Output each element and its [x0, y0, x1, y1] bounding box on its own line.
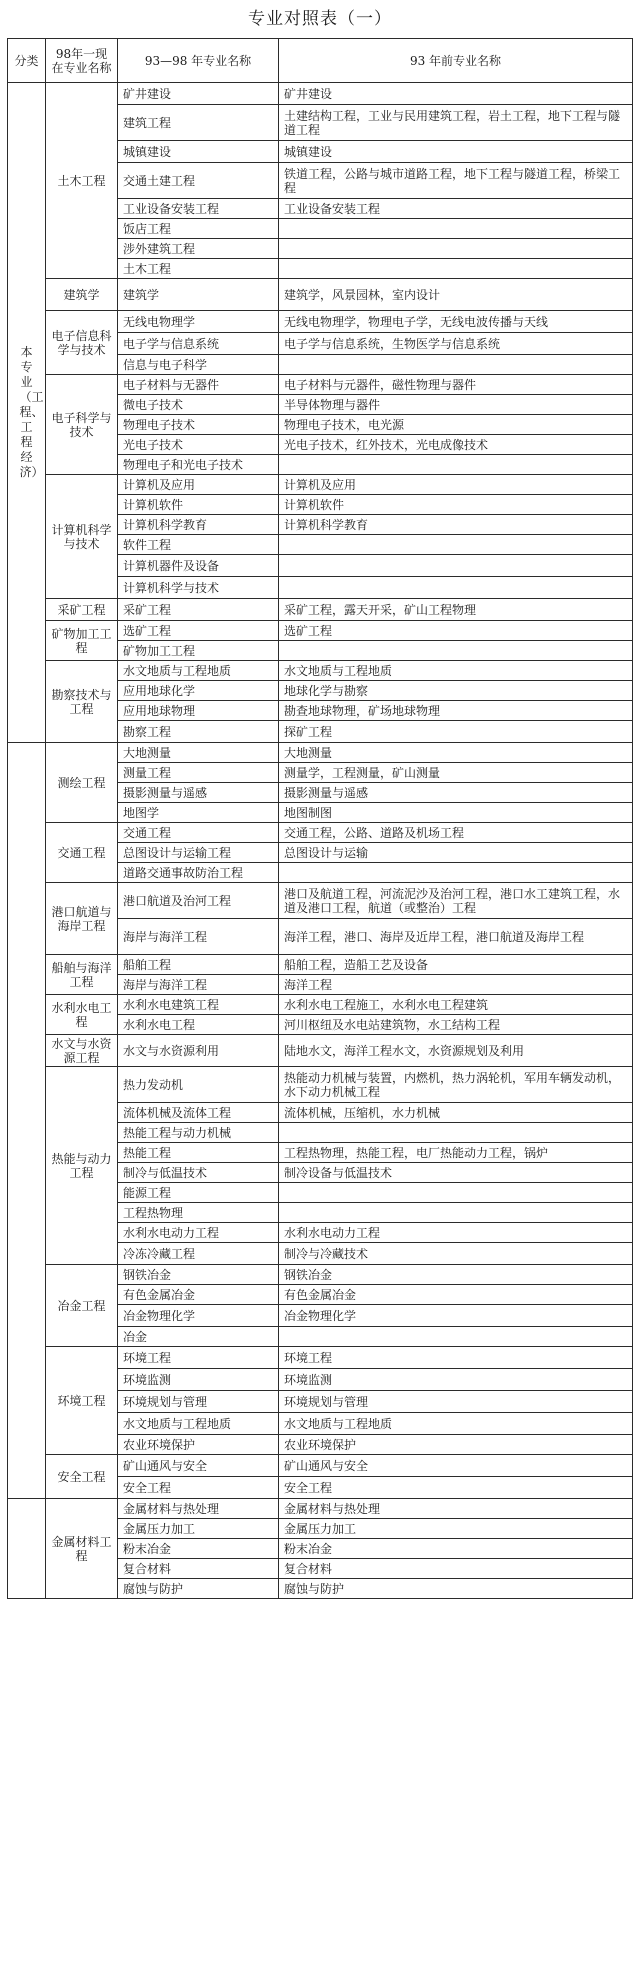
header-category: 分类 [8, 39, 46, 83]
major-name-93-98: 物理电子和光电子技术 [118, 455, 279, 475]
major-name-93-98: 电子学与信息系统 [118, 333, 279, 355]
major-name-pre-93: 复合材料 [279, 1559, 633, 1579]
major-name-93-98: 饭店工程 [118, 219, 279, 239]
major-name-pre-93: 流体机械，压缩机，水力机械 [279, 1103, 633, 1123]
major-name-93-98: 矿物加工工程 [118, 641, 279, 661]
major-name-93-98: 海岸与海洋工程 [118, 975, 279, 995]
major-name-93-98: 应用地球化学 [118, 681, 279, 701]
major-name-pre-93: 腐蚀与防护 [279, 1579, 633, 1599]
major-name-pre-93: 陆地水文，海洋工程水文，水资源规划及利用 [279, 1035, 633, 1067]
major-name-pre-93: 农业环境保护 [279, 1435, 633, 1455]
major-name-pre-93: 半导体物理与器件 [279, 395, 633, 415]
major-name-pre-93: 环境监测 [279, 1369, 633, 1391]
header-current-name: 98年一现在专业名称 [46, 39, 118, 83]
major-name-93-98: 安全工程 [118, 1477, 279, 1499]
table-row [8, 599, 633, 621]
major-name-pre-93: 河川枢纽及水电站建筑物，水工结构工程 [279, 1015, 633, 1035]
major-name-pre-93 [279, 455, 633, 475]
major-name-93-98: 粉末冶金 [118, 1539, 279, 1559]
major-name-pre-93: 矿井建设 [279, 83, 633, 105]
major-name-pre-93: 测量学，工程测量，矿山测量 [279, 763, 633, 783]
major-name-93-98: 流体机械及流体工程 [118, 1103, 279, 1123]
major-name-pre-93: 光电子技术，红外技术，光电成像技术 [279, 435, 633, 455]
header-pre-93-name: 93 年前专业名称 [279, 39, 633, 83]
major-name-pre-93 [279, 555, 633, 577]
table-row [8, 995, 633, 1015]
major-group-name: 测绘工程 [46, 743, 118, 823]
major-name-pre-93: 港口及航道工程，河流泥沙及治河工程，港口水工建筑工程，水道及港口工程，航道（或整治）工程 [279, 883, 633, 919]
document-title: 专业对照表（一） [248, 9, 392, 29]
major-name-pre-93: 计算机科学教育 [279, 515, 633, 535]
major-name-93-98: 信息与电子科学 [118, 355, 279, 375]
major-name-pre-93: 安全工程 [279, 1477, 633, 1499]
major-name-93-98: 水文地质与工程地质 [118, 661, 279, 681]
table-row [8, 1067, 633, 1103]
major-name-93-98: 金属材料与热处理 [118, 1499, 279, 1519]
category-cell [8, 1499, 46, 1599]
major-name-pre-93: 交通工程，公路、道路及机场工程 [279, 823, 633, 843]
major-name-pre-93: 金属材料与热处理 [279, 1499, 633, 1519]
major-group-name: 矿物加工工程 [46, 621, 118, 661]
major-name-93-98: 选矿工程 [118, 621, 279, 641]
major-name-93-98: 物理电子技术 [118, 415, 279, 435]
major-name-93-98: 冶金物理化学 [118, 1305, 279, 1327]
major-group-name: 船舶与海洋工程 [46, 955, 118, 995]
major-name-pre-93: 工业设备安装工程 [279, 199, 633, 219]
major-name-93-98: 电子材料与无器件 [118, 375, 279, 395]
major-name-93-98: 道路交通事故防治工程 [118, 863, 279, 883]
major-name-93-98: 土木工程 [118, 259, 279, 279]
major-group-name: 交通工程 [46, 823, 118, 883]
major-name-pre-93 [279, 219, 633, 239]
major-name-93-98: 海岸与海洋工程 [118, 919, 279, 955]
major-name-pre-93: 制冷设备与低温技术 [279, 1163, 633, 1183]
major-name-pre-93: 环境工程 [279, 1347, 633, 1369]
major-name-pre-93: 铁道工程，公路与城市道路工程，地下工程与隧道工程，桥梁工程 [279, 163, 633, 199]
major-group-name: 环境工程 [46, 1347, 118, 1455]
table-row [8, 375, 633, 395]
major-name-93-98: 环境工程 [118, 1347, 279, 1369]
major-name-93-98: 应用地球物理 [118, 701, 279, 721]
major-group-name: 冶金工程 [46, 1265, 118, 1347]
major-name-pre-93 [279, 1203, 633, 1223]
major-name-93-98: 能源工程 [118, 1183, 279, 1203]
major-group-name: 建筑学 [46, 279, 118, 311]
major-group-name: 港口航道与海岸工程 [46, 883, 118, 955]
major-name-pre-93: 电子材料与元器件，磁性物理与器件 [279, 375, 633, 395]
major-name-pre-93: 地球化学与勘察 [279, 681, 633, 701]
major-group-name: 金属材料工程 [46, 1499, 118, 1599]
header-93-98-name: 93—98 年专业名称 [118, 39, 279, 83]
major-name-pre-93: 摄影测量与遥感 [279, 783, 633, 803]
category-cell [8, 83, 46, 743]
major-name-93-98: 光电子技术 [118, 435, 279, 455]
major-name-pre-93 [279, 535, 633, 555]
major-name-93-98: 软件工程 [118, 535, 279, 555]
major-name-93-98: 微电子技术 [118, 395, 279, 415]
major-group-name: 勘察技术与工程 [46, 661, 118, 743]
major-name-pre-93: 工程热物理，热能工程，电厂热能动力工程，锅炉 [279, 1143, 633, 1163]
table-row [8, 279, 633, 311]
major-name-pre-93: 无线电物理学，物理电子学，无线电波传播与天线 [279, 311, 633, 333]
major-name-93-98: 冷冻冷藏工程 [118, 1243, 279, 1265]
major-group-name: 水文与水资源工程 [46, 1035, 118, 1067]
major-name-pre-93 [279, 641, 633, 661]
major-name-93-98: 腐蚀与防护 [118, 1579, 279, 1599]
major-name-pre-93: 热能动力机械与装置，内燃机，热力涡轮机，军用车辆发动机，水下动力机械工程 [279, 1067, 633, 1103]
table-row [8, 621, 633, 641]
major-name-93-98: 热能工程与动力机械 [118, 1123, 279, 1143]
major-group-name: 安全工程 [46, 1455, 118, 1499]
major-group-name: 土木工程 [46, 83, 118, 279]
major-name-93-98: 工程热物理 [118, 1203, 279, 1223]
major-name-pre-93: 海洋工程 [279, 975, 633, 995]
major-name-pre-93: 建筑学，风景园林，室内设计 [279, 279, 633, 311]
major-name-93-98: 城镇建设 [118, 141, 279, 163]
major-name-pre-93: 探矿工程 [279, 721, 633, 743]
major-name-pre-93: 地图制图 [279, 803, 633, 823]
major-group-name: 电子信息科学与技术 [46, 311, 118, 375]
major-name-93-98: 复合材料 [118, 1559, 279, 1579]
table-row [8, 475, 633, 495]
major-name-93-98: 总图设计与运输工程 [118, 843, 279, 863]
major-name-93-98: 大地测量 [118, 743, 279, 763]
major-name-93-98: 地图学 [118, 803, 279, 823]
major-name-pre-93 [279, 1183, 633, 1203]
major-comparison-table [7, 38, 633, 1599]
major-name-pre-93: 勘查地球物理，矿场地球物理 [279, 701, 633, 721]
major-name-pre-93: 计算机及应用 [279, 475, 633, 495]
category-label: 本专业（工程、工程经济） [19, 345, 44, 479]
major-name-93-98: 制冷与低温技术 [118, 1163, 279, 1183]
major-name-93-98: 热力发动机 [118, 1067, 279, 1103]
major-name-93-98: 建筑学 [118, 279, 279, 311]
major-name-pre-93: 金属压力加工 [279, 1519, 633, 1539]
major-name-93-98: 测量工程 [118, 763, 279, 783]
table-row [8, 1499, 633, 1519]
major-name-93-98: 水文与水资源利用 [118, 1035, 279, 1067]
major-name-pre-93 [279, 259, 633, 279]
major-name-pre-93: 钢铁冶金 [279, 1265, 633, 1285]
major-name-pre-93 [279, 1123, 633, 1143]
table-body [8, 83, 633, 1599]
major-name-93-98: 勘察工程 [118, 721, 279, 743]
major-name-93-98: 交通土建工程 [118, 163, 279, 199]
major-name-93-98: 计算机科学教育 [118, 515, 279, 535]
major-name-93-98: 采矿工程 [118, 599, 279, 621]
major-name-93-98: 建筑工程 [118, 105, 279, 141]
major-name-93-98: 水利水电建筑工程 [118, 995, 279, 1015]
major-name-pre-93: 选矿工程 [279, 621, 633, 641]
major-name-pre-93: 冶金物理化学 [279, 1305, 633, 1327]
major-name-pre-93 [279, 863, 633, 883]
category-cell [8, 743, 46, 1499]
major-name-93-98: 涉外建筑工程 [118, 239, 279, 259]
major-name-pre-93: 水文地质与工程地质 [279, 1413, 633, 1435]
major-name-pre-93: 水利水电动力工程 [279, 1223, 633, 1243]
major-name-pre-93: 水利水电工程施工，水利水电工程建筑 [279, 995, 633, 1015]
major-name-93-98: 交通工程 [118, 823, 279, 843]
major-name-93-98: 农业环境保护 [118, 1435, 279, 1455]
major-name-93-98: 计算机科学与技术 [118, 577, 279, 599]
major-name-93-98: 环境规划与管理 [118, 1391, 279, 1413]
table-row [8, 311, 633, 333]
major-group-name: 采矿工程 [46, 599, 118, 621]
major-group-name: 计算机科学与技术 [46, 475, 118, 599]
table-row [8, 661, 633, 681]
major-name-93-98: 无线电物理学 [118, 311, 279, 333]
major-name-93-98: 矿山通风与安全 [118, 1455, 279, 1477]
header-row [8, 39, 633, 83]
table-row [8, 1455, 633, 1477]
major-name-pre-93: 采矿工程，露天开采，矿山工程物理 [279, 599, 633, 621]
major-name-93-98: 水利水电工程 [118, 1015, 279, 1035]
major-name-pre-93 [279, 1327, 633, 1347]
major-name-pre-93: 物理电子技术，电光源 [279, 415, 633, 435]
table-row [8, 1347, 633, 1369]
major-name-pre-93: 城镇建设 [279, 141, 633, 163]
major-name-93-98: 冶金 [118, 1327, 279, 1347]
major-name-pre-93: 制冷与冷藏技术 [279, 1243, 633, 1265]
major-name-pre-93: 水文地质与工程地质 [279, 661, 633, 681]
table-row [8, 743, 633, 763]
table-row [8, 1265, 633, 1285]
table-row [8, 1035, 633, 1067]
major-name-pre-93: 船舶工程，造船工艺及设备 [279, 955, 633, 975]
major-name-93-98: 钢铁冶金 [118, 1265, 279, 1285]
major-name-pre-93: 粉末冶金 [279, 1539, 633, 1559]
major-name-pre-93: 总图设计与运输 [279, 843, 633, 863]
major-name-93-98: 摄影测量与遥感 [118, 783, 279, 803]
major-name-pre-93: 海洋工程，港口、海岸及近岸工程，港口航道及海岸工程 [279, 919, 633, 955]
major-name-pre-93: 有色金属冶金 [279, 1285, 633, 1305]
major-name-93-98: 水文地质与工程地质 [118, 1413, 279, 1435]
major-name-93-98: 环境监测 [118, 1369, 279, 1391]
major-name-pre-93: 矿山通风与安全 [279, 1455, 633, 1477]
table-row [8, 83, 633, 105]
major-group-name: 水利水电工程 [46, 995, 118, 1035]
major-name-pre-93: 计算机软件 [279, 495, 633, 515]
major-name-93-98: 水利水电动力工程 [118, 1223, 279, 1243]
major-name-93-98: 港口航道及治河工程 [118, 883, 279, 919]
major-group-name: 电子科学与技术 [46, 375, 118, 475]
major-name-93-98: 有色金属冶金 [118, 1285, 279, 1305]
major-name-pre-93: 环境规划与管理 [279, 1391, 633, 1413]
major-name-pre-93: 土建结构工程，工业与民用建筑工程，岩土工程，地下工程与隧道工程 [279, 105, 633, 141]
major-name-pre-93: 电子学与信息系统，生物医学与信息系统 [279, 333, 633, 355]
major-name-pre-93: 大地测量 [279, 743, 633, 763]
major-name-pre-93 [279, 239, 633, 259]
major-name-93-98: 工业设备安装工程 [118, 199, 279, 219]
major-name-pre-93 [279, 577, 633, 599]
major-name-93-98: 计算机软件 [118, 495, 279, 515]
major-group-name: 热能与动力工程 [46, 1067, 118, 1265]
major-name-93-98: 计算机及应用 [118, 475, 279, 495]
major-name-93-98: 计算机器件及设备 [118, 555, 279, 577]
major-name-pre-93 [279, 355, 633, 375]
major-name-93-98: 船舶工程 [118, 955, 279, 975]
table-row [8, 883, 633, 919]
major-name-93-98: 矿井建设 [118, 83, 279, 105]
major-name-93-98: 金属压力加工 [118, 1519, 279, 1539]
major-name-93-98: 热能工程 [118, 1143, 279, 1163]
table-row [8, 823, 633, 843]
table-row [8, 955, 633, 975]
